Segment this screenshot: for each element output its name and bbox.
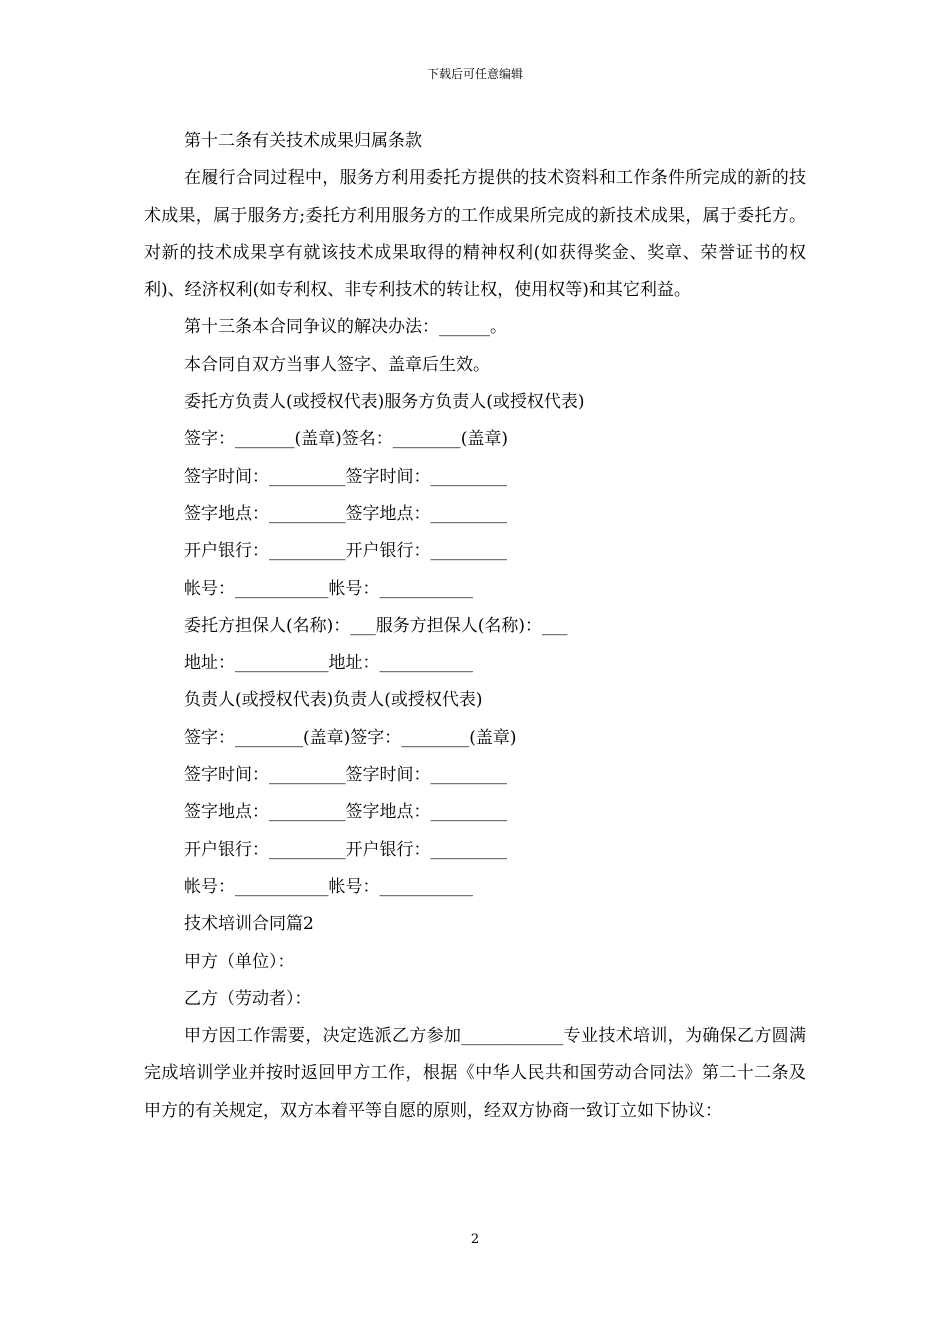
text-line: 帐号：___________帐号：___________ [184,578,473,599]
text-line: 第十三条本合同争议的解决办法：______。 [184,317,507,338]
text-line: 乙方（劳动者）： [184,988,312,1009]
page-number: 2 [470,1232,480,1247]
text-line: 开户银行：_________开户银行：_________ [184,839,507,860]
text-line: 委托方担保人(名称)：___服务方担保人(名称)：___ [184,615,568,636]
text-line: 地址：___________地址：___________ [184,653,473,674]
text-line: 签字地点：_________签字地点：_________ [184,503,507,524]
text-line: 签字时间：_________签字时间：_________ [184,765,507,786]
text-line: 第十二条有关技术成果归属条款 [184,131,422,151]
text-line: 签字地点：_________签字地点：_________ [184,802,507,823]
paragraph: 在履行合同过程中，服务方利用委托方提供的技术资料和工作条件所完成的新的技术成果，属于服务方;委托方利用服务方的工作成果所完成的新技术成果，属于委托方。对新的技术成果享有就该技术成果取得的精神权利(如获得奖金、奖章、荣誉证书的权利)、经济权利(如专利权、非专利技术的转让权，使用权等)和其它利益。 [144,168,806,301]
text-line: 签字：________(盖章)签字：________(盖章) [184,727,517,748]
text-line: 负责人(或授权代表)负责人(或授权代表) [184,690,483,711]
text-line: 甲方（单位）： [184,951,295,972]
text-line: 本合同自双方当事人签字、盖章后生效。 [184,354,490,375]
text-line: 帐号：___________帐号：___________ [184,876,473,897]
document-body [144,123,806,1130]
paragraph: 甲方因工作需要，决定选派乙方参加____________专业技术培训，为确保乙方圆满完成培训学业并按时返回甲方工作，根据《中华人民共和国劳动合同法》第二十二条及甲方的有关规定，双方本着平等自愿的原则，经双方协商一致订立如下协议： [144,1026,806,1121]
text-line: 开户银行：_________开户银行：_________ [184,541,507,562]
text-line: 签字时间：_________签字时间：_________ [184,466,507,487]
page-header: 下载后可任意编辑 [426,67,523,81]
text-line: 委托方负责人(或授权代表)服务方负责人(或授权代表) [184,392,585,413]
text-line: 签字：_______(盖章)签名：________(盖章) [184,429,509,450]
text-line: 技术培训合同篇2 [184,914,314,935]
